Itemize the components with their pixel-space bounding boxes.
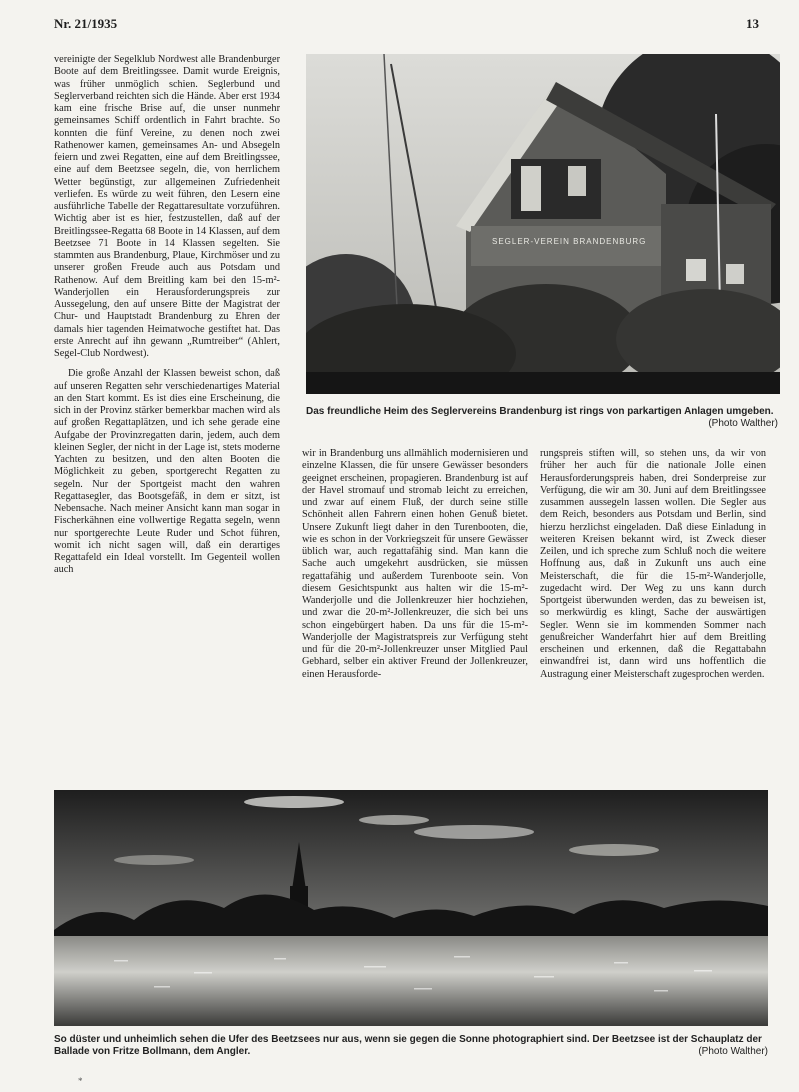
article-column-1 (54, 54, 280, 577)
caption-text: Das freundliche Heim des Seglervereins Brandenburg ist rings von parkartigen Anlagen umgeben. (306, 406, 774, 417)
paragraph: Die große Anzahl der Klassen beweist schon, daß auf unseren Regatten sehr verschiedenartiges Material an den Start kommt. Es ist dies eine Erscheinung, die sich in der Provinz stärker bemerkbar machen wird als auf großen Regattaplätzen, und ich sehe gerade eine Aufgabe der Provinzregatten darin, jedem, auch dem kleinen Segler, der nicht in der Lage ist, stets moderne Yachten zu besitzen, und den alten Booten die Möglichkeit zu geben, sportgerecht Regatten zu segeln. Nur der Sportgeist macht den wahren Regattasegler, das Bootsgefäß, in dem er sitzt, ist Nebensache. Nach meiner Ansicht kann man sogar in Fischerkähnen eine vollwertige Regatta segeln, wenn nur sportgerechte Leute Ruder und Schot führen, womit ich nicht sagen will, daß ein derartiges Regattafeld ein Ideal vorstellt. Im Gegenteil wollen auch (54, 368, 280, 576)
article-column-2 (302, 448, 528, 681)
footer-mark: * (78, 1076, 83, 1086)
lake-illustration (54, 790, 768, 1026)
paragraph: vereinigte der Segelklub Nordwest alle Brandenburger Boote auf dem Breitlingssee. Damit wurde Ereignis, was früher unmöglich schien. Seglerbund und Seglerverband reichten sich die Hände. Aber erst 1934 kam eine frische Brise auf, die unser nunmehr gemeinsames Schiff ordentlich in Fahrt brachte. So konnten die fünf Vereine, zu denen noch zwei Rathenower kamen, gemeinsames An- und Absegeln feiern und zwei Regatten, eine auf dem Breitlingssee, eine auf dem Beetzsee segeln, die, von herrlichem Wetter begünstigt, zur allgemeinen Zufriedenheit verliefen. Es würde zu weit führen, den Lesern eine ausführliche Tabelle der Regattaresultate vorzuführen. Wichtig aber ist es hier, festzustellen, daß auf der Breitlingssee-Regatta 68 Boote in 14 Klassen, auf dem Beetzsee 71 Boote in 14 Klassen segelten. Sie stammten aus Brandenburg, Plaue, Kirchmöser und zu unserer großen Freude auch aus Potsdam und Rathenow. Auf dem Breitling kam bei den 15-m²-Wanderjollen ein Herausforderungspreis zur Aussegelung, den auf unsere Bitte der Magistrat der Chur- und Hauptstadt Brandenburg zu Ehren der damals hier tagenden Heimatwoche gestiftet hat. Das erste Anrecht auf ihn gewann „Rumtreiber“ (Ahlert, Segel-Club Nordwest). (54, 54, 280, 359)
page-number: 13 (746, 16, 759, 31)
photo-credit: (Photo Walther) (708, 418, 778, 429)
article-column-3 (540, 448, 766, 681)
lake-photo (54, 790, 768, 1026)
paragraph: rungspreis stiften will, so stehen uns, da wir von früher her auch für die nationale Jolle einen Herausforderungspreis haben, drei Sonderpreise zur Verfügung, die wir am 30. Juni auf dem Breitlingssee zusammen aussegeln lassen wollen. Die Segler aus dem Reich, besonders aus Potsdam und Berlin, sind hierzu herzlichst eingeladen. Daß diese Einladung in weiteren Kreisen bekannt wird, ist Zweck dieser Zeilen, und ich spreche zum Schluß noch die weitere Hoffnung aus, daß in Zukunft uns auch eine Meisterschaft, die für die 15-m²-Wanderjolle, zugedacht wird. Der Weg zu uns kann durch Sportgeist überwunden werden, das zu beweisen ist, so merkwürdig es klingt, Sache der auswärtigen Segler. Wenn sie im kommenden Sommer nach genußreicher Wanderfahrt hier auf dem Breitling erscheinen und erkennen, daß die Regattabahn einwandfrei ist, dann wird uns hoffentlich die Austragung einer Meisterschaft zugesprochen werden. (540, 448, 766, 680)
lake-photo-caption (54, 1034, 768, 1058)
clubhouse-illustration (306, 54, 780, 394)
clubhouse-photo-caption (306, 406, 778, 430)
caption-text: So düster und unheimlich sehen die Ufer des Beetzsees nur aus, wenn sie gegen die Sonne photographiert sind. Der Beetzsee ist der Schauplatz der Ballade von Fritze Bollmann, dem Angler. (54, 1034, 762, 1057)
sign-text: SEGLER-VEREIN BRANDENBURG (492, 237, 647, 246)
clubhouse-photo (306, 54, 780, 394)
photo-credit: (Photo Walther) (698, 1046, 768, 1057)
paragraph: wir in Brandenburg uns allmählich modernisieren und einzelne Klassen, die für unsere Gewässer besonders geeignet erscheinen, propagieren. Brandenburg ist auf der Havel stromauf und stromab leicht zu erreichen, und zwar auf einem Fluß, der durch seine stille Schönheit allen Fahrern einen hohen Genuß bietet. Unsere Zukunft liegt daher in den Turenbooten, die, wie es schon in der Vorkriegszeit für unsere Gewässer üblich war, auch regattafähig sind. Man kann die Sache auch umgekehrt ausdrücken, sie müssen regattafähig und außerdem Turenboote sein. Von diesem Gesichtspunkt aus halten wir die 15-m²-Wanderjolle und die Jollenkreuzer hier hochziehen, und zwar die 20-m²-Jollenkreuzer, die sich bei uns schon eingebürgert haben. Da uns für die 15-m²-Wanderjolle der Magistratspreis zur Verfügung steht und für die 20-m²-Jollenkreuzer unser Mitglied Paul Gebhard, selber ein aktiver Freund der Jollenkreuzer, einen Herausforde- (302, 448, 528, 680)
issue-number: Nr. 21/1935 (54, 16, 118, 31)
